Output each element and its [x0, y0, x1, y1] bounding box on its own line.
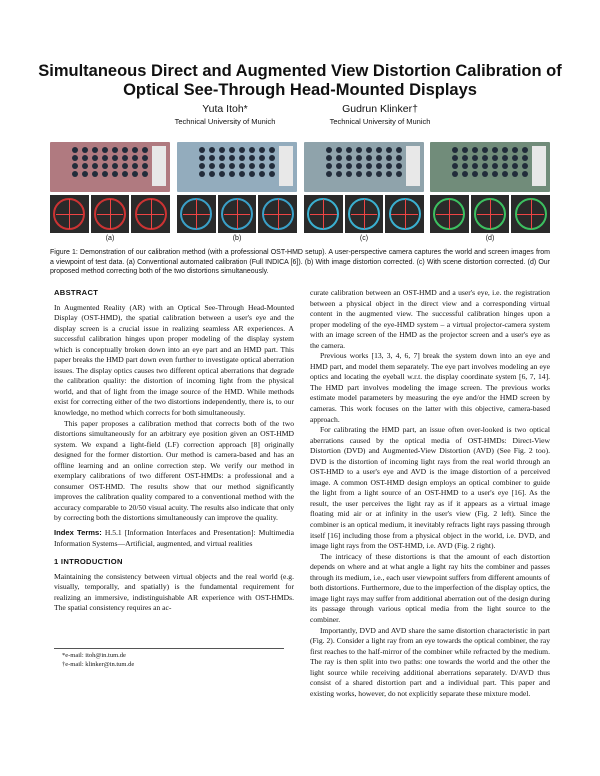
footnote-email-1: *e-mail: itoh@in.tum.de [62, 652, 126, 659]
introduction-heading: 1 INTRODUCTION [54, 557, 123, 567]
figure-panel-b [177, 142, 297, 242]
abstract-heading: ABSTRACT [54, 288, 99, 297]
right-paragraph-4: The intricacy of these distortions is that the amount of each distortion depends on where and at what angle a light ray hits the combiner and passes through its medium, i.e., each user viewpoint suffers from different amounts of both distortions. Furthermore, due to the imperfection of the display optics, the image light rays may suffer from additional aberration out of the design during its passage through various optical media from the light source to the combiner. [310, 551, 551, 624]
scene-image [50, 142, 170, 192]
title-line-1: Simultaneous Direct and Augmented View Distortion Calibration of [38, 62, 562, 80]
figure-panel-d [430, 142, 550, 242]
author-name: Yuta Itoh* [202, 103, 248, 115]
footnotes [54, 648, 284, 669]
circle-closeups [177, 195, 297, 233]
panel-label: (d) [485, 235, 495, 242]
author-affiliation: Technical University of Munich [329, 117, 431, 126]
scene-image [304, 142, 424, 192]
right-paragraph-1: curate calibration between an OST-HMD and a user's eye, i.e. the registration between a physical object in the direct view and a corresponding virtual content in the augmented view. The successful calibration hinges upon a proper modeling of the eye-HMD system – a virtual projector-camera system with an image screen of the HMD as the projector screen and a user's eye as the camera. [310, 288, 550, 350]
scene-image [177, 142, 297, 192]
panel-label: (a) [105, 235, 115, 242]
right-paragraph-5: Importantly, DVD and AVD share the same distortion characteristic in part (Fig. 2). Consider a light ray from an eye towards the optical combiner, the ray first reaches to the half-mirror of the combiner while refracted by the medium. The ray is then split into two paths: one towards the world and the other the light source while receiving additional aberrations separately. D/AVD thus consist of a shared distortion part and a individual part. This paper and existing works, however, do not explicitly separate these mixture model. [310, 625, 550, 698]
author-block-1 [150, 103, 300, 127]
right-paragraph-2: Previous works [13, 3, 4, 6, 7] break the system down into an eye and HMD part, and model them separately. The eye part involves modeling an eye optics and locating the eyeball w.r.t. the display coordinate system [6, 7, 14]. The HMD part involves modeling the image screen. The previous works estimate model parameters by measuring the eye and/or the HMD screen by cameras. This work focuses on the latter with this objective, camera-based approach. [310, 351, 550, 424]
right-paragraph-3: For calibrating the HMD part, an issue often over-looked is two optical aberrations caused by the optical media of OST-HMDs: Direct-View Distortion (DVD) and Augmented-View Distortion (AVD) (See Fig. 2 too). DVD is the distortion of incoming light rays from the real world through an OST-HMD to a user's eye and AVD is the image distortion of a perceived image. A common OST-HMD design employs an optical combiner to guide the light from a light source of an OST-HMD to a user's eye [16]. As the result, the user perceives the light ray as if it appears as a virtual image floating mid air or at infinity in the user's view (Fig. 2 left). Since the combiner is an optical medium, it inevitably refracts light rays passing through itself [16] including those from a physical object in the world, i.e. DVD, and image light rays from the OST-HMD, i.e. AVD (Fig. 2 right). [310, 425, 550, 551]
author-affiliation: Technical University of Munich [174, 117, 276, 126]
footnote-email-2: †e-mail: klinker@in.tum.de [62, 661, 135, 668]
abstract-paragraph-2: This paper proposes a calibration method that corrects both of the two distortions simultaneously for an arbitrary eye position given an OST-HMD system. We expand a light-field (LF) correction approach [8] originally designed for the former distortion. Our method is camera-based and has an offline learning and an online correction step. We verify our method in exemplary calibrations of two different OST-HMDs: a professional and a consumer OST-HMD. The results show that our method significantly improves the calibration quality compared to a conventional method with the accuracy comparable to 20/50 visual acuity. The results also indicate that only by correcting both the distortions simultaneously can improve the quality. [54, 418, 294, 523]
figure-caption: Figure 1: Demonstration of our calibration method (with a professional OST-HMD setup). A user-perspective camera captures the world and screen images from a viewpoint of test data. (a) Conventional automated calibration (Full INDICA [6]). (b) With image distortion corrected. (c) With scene distortion corrected. (d) Our proposed method correcting both of the two distortions simultaneously. [50, 249, 550, 276]
paper-title [0, 62, 600, 100]
index-terms [54, 528, 294, 549]
author-block-2 [305, 103, 455, 127]
scene-image [430, 142, 550, 192]
index-terms-text: H.5.1 [Information Interfaces and Presentation]: Multimedia Information Systems—Artificial, augmented, and virtual realities [54, 528, 295, 548]
panel-label: (c) [359, 235, 369, 242]
figure-1 [50, 142, 550, 245]
intro-paragraph-1: Maintaining the consistency between virtual objects and the real world (e.g. visually, temporally, and spatially) is the fundamental requirement for realizing an immersive, indistinguishable AR experience with OST-HMDs. The spatial consistency requires an ac- [54, 571, 294, 613]
panel-label: (b) [232, 235, 242, 242]
index-terms-label: Index Terms: [54, 528, 102, 538]
title-line-2: Optical See-Through Head-Mounted Displays [123, 81, 477, 99]
left-column [54, 288, 294, 614]
circle-closeups [50, 195, 170, 233]
figure-panel-a [50, 142, 170, 242]
abstract-paragraph-1: In Augmented Reality (AR) with an Optical See-Through Head-Mounted Display (OST-HMD), the spatial calibration between a user's eye and the display screen is a crucial issue in realizing seamless AR experiences. A successful calibration hinges upon proper modeling of the display system which is conceptually broken down into an eye part and an HMD part. This paper breaks the HMD part down even further to investigate optical aberration issues. The display optics causes two different optical aberrations that degrade the calibration quality: the distortion of incoming light from the physical world, and that of light from the image source of the HMD. While methods exist for correcting either of the two distortions independently, there is, to our knowledge, no method which corrects for both simultaneously. [54, 302, 294, 418]
figure-panel-c [304, 142, 424, 242]
author-name: Gudrun Klinker† [342, 103, 418, 115]
circle-closeups [430, 195, 550, 233]
right-column [310, 288, 550, 699]
circle-closeups [304, 195, 424, 233]
